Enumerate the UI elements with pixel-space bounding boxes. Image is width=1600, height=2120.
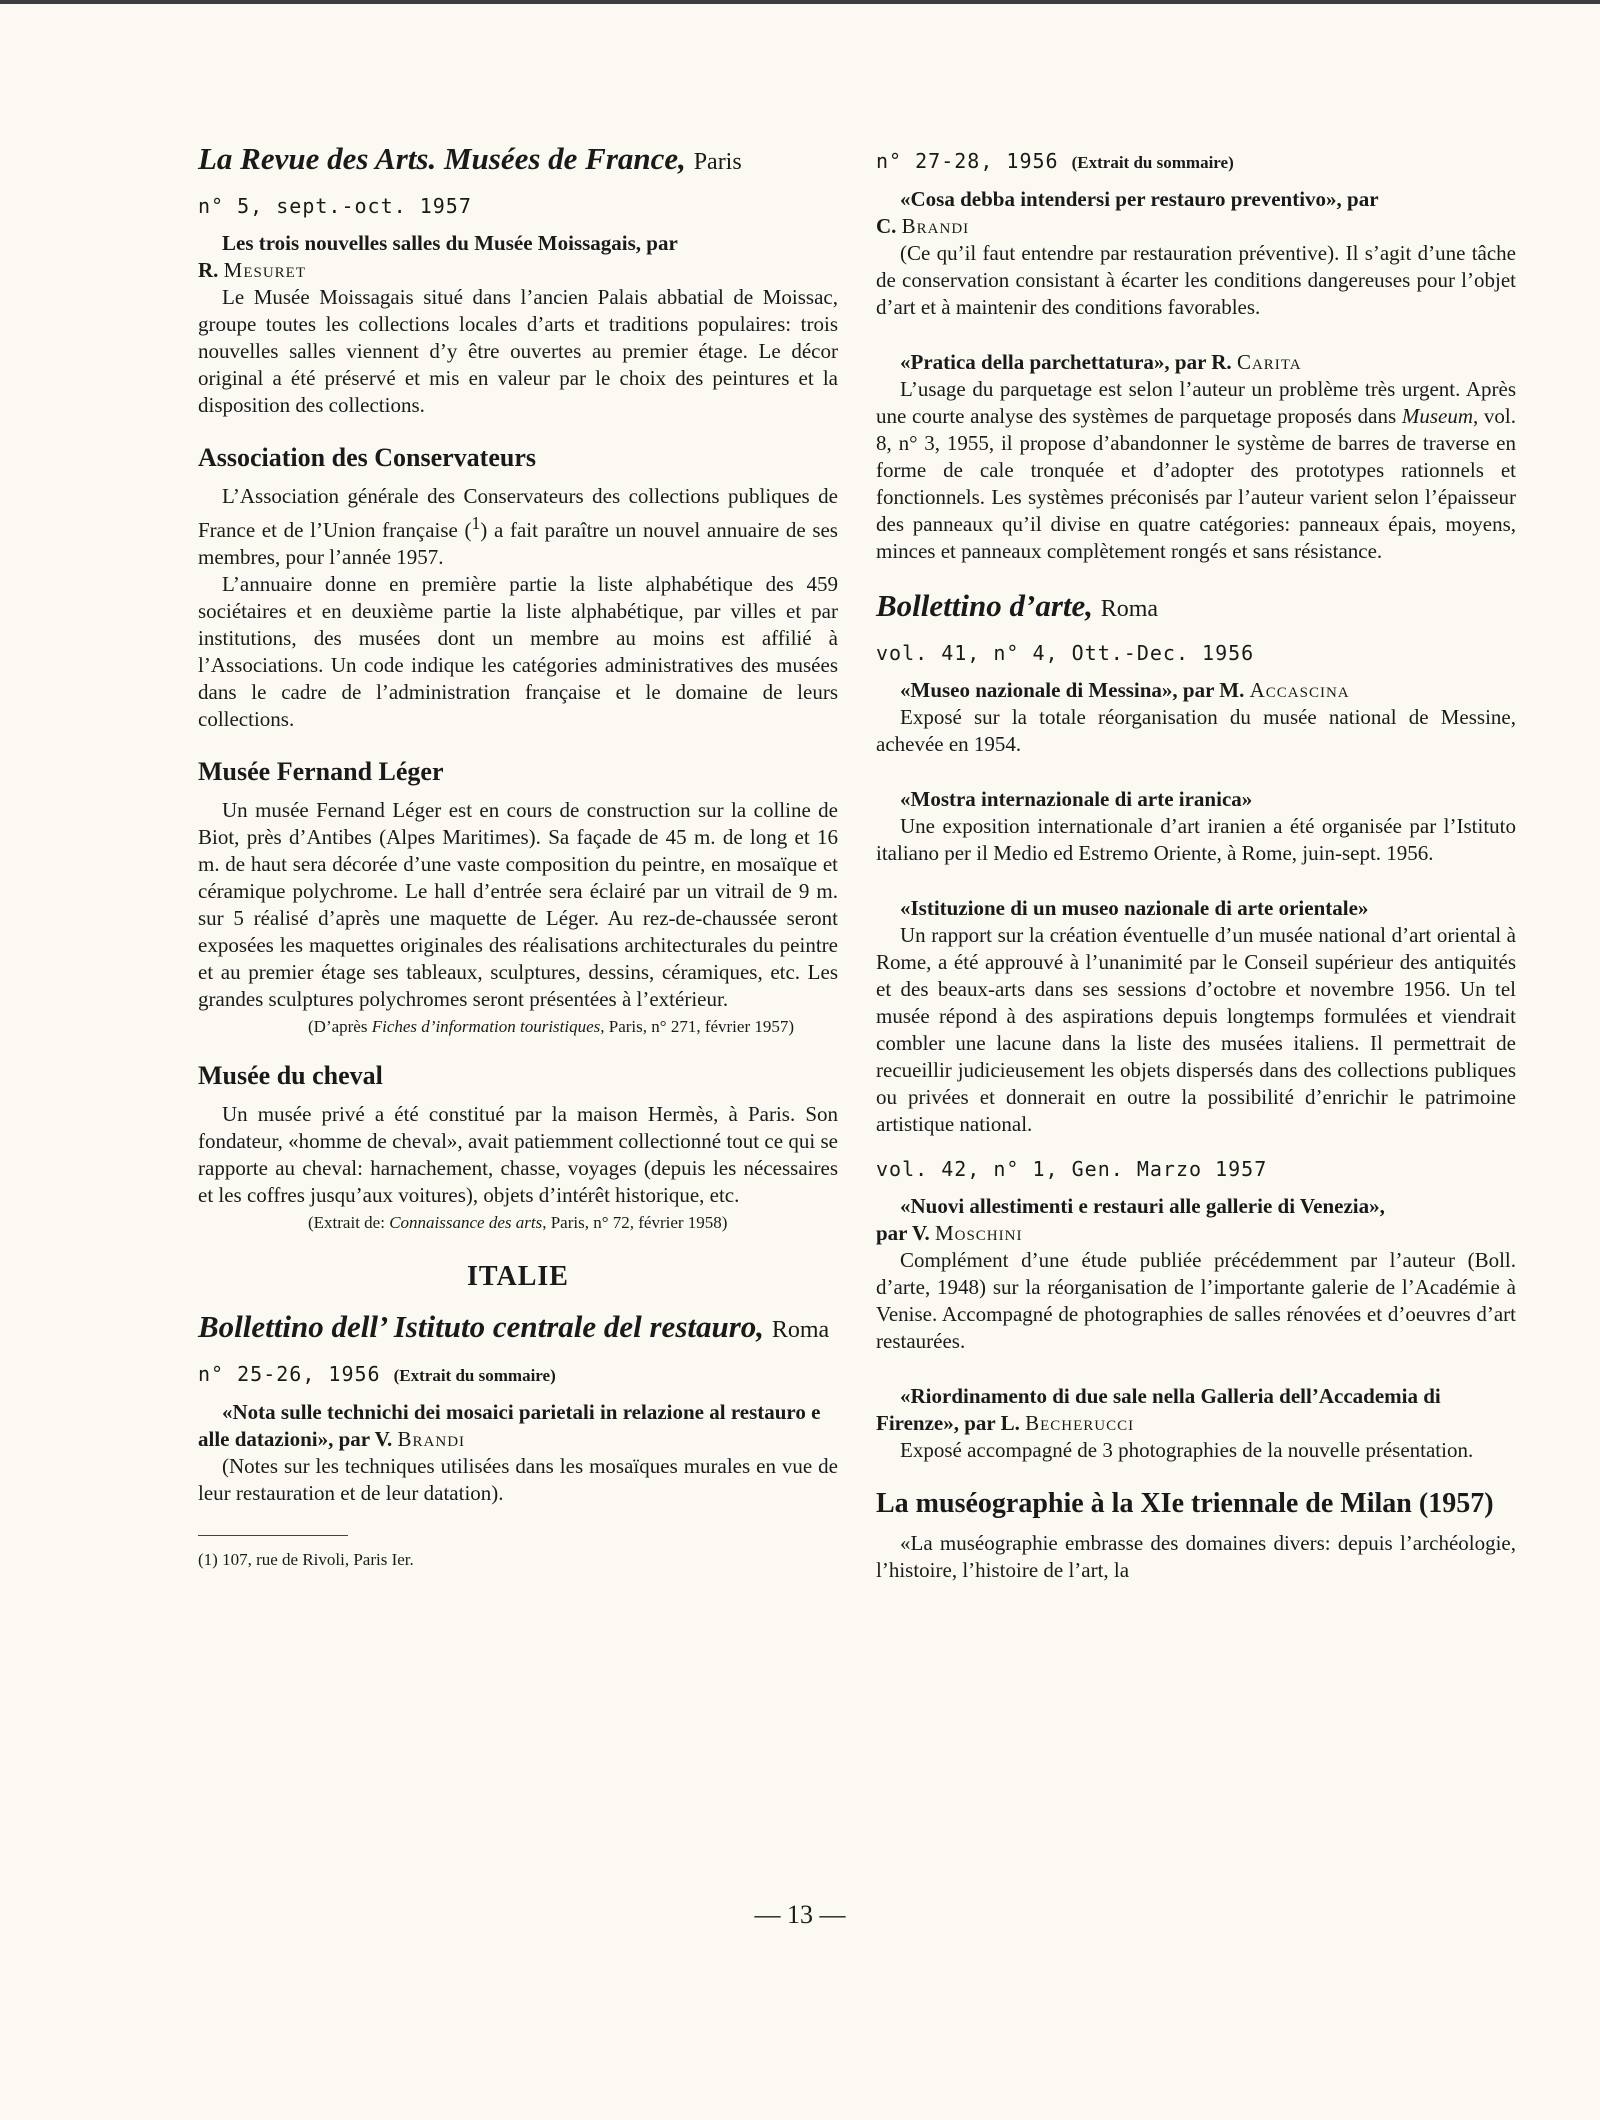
association-body-1: L’Association générale des Conservateurs des collections publiques de France et de l’Union française ($^1$) a fait paraître un nouvel annuaire de ses membres, pour l’année 1957. [198,484,838,569]
mosaici-article-title: «Nota sulle technichi dei mosaici parietali in relazione al restauro e alle datazioni», par V. Brandi [198,1400,821,1451]
preventivo-article-title: «Cosa debba intendersi per restauro preventivo», par C. Brandi [876,187,1379,238]
venezia-body: Complément d’une étude publiée précédemment par l’auteur (Boll. d’arte, 1948) sur la réorganisation de l’importante galerie de l’Académie à Venise. Accompagné de photographies de salles rénovées et d’oeuvres d’art restaurées. [876,1248,1516,1353]
orientale-body: Un rapport sur la création éventuelle d’un musée national d’art oriental à Rome, a été approuvé à l’unanimité par le Conseil supérieur des antiquités et des beaux-arts dans ses sessions d’octobre et novembre 1956. Un tel musée répond à des aspirations depuis longtemps formulées et viendrait combler une lacune dans la liste des musées italiens. Il permettrait de recueillir judicieusement les objets dispersés dans des collections publiques ou privées et donnerait en outre la possibilité d’enrichir le patrimoine artistique national. [876,923,1516,1136]
venezia-article-title: «Nuovi allestimenti e restauri alle gallerie di Venezia», par V. Moschini [876,1194,1385,1245]
revue-title: La Revue des Arts. Musées de France, Paris [198,141,742,176]
page-number: — 13 — [754,1900,846,1929]
istituto-title: Bollettino dell’ Istituto centrale del restauro, Roma [198,1309,830,1344]
association-heading: Association des Conservateurs [198,443,536,472]
footnote: (1) 107, rue de Rivoli, Paris Ier. [198,1550,414,1569]
istituto-issue-2: n° 27-28, 1956 (Extrait du sommaire) [876,149,1234,173]
footnote-rule [198,1535,348,1536]
moissagais-article-title: Les trois nouvelles salles du Musée Moissagais, par R. Mesuret [198,231,678,282]
revue-issue: n° 5, sept.-oct. 1957 [198,194,472,218]
cheval-heading: Musée du cheval [198,1061,383,1090]
firenze-article-title: «Riordinamento di due sale nella Galleria dell’Accademia di Firenze», par L. Becherucci [876,1384,1441,1435]
parchettatura-article-title: «Pratica della parchettatura», par R. Carita [900,350,1302,374]
iranica-body: Une exposition internationale d’art iranien a été organisée par l’Istituto italiano per il Medio ed Estremo Oriente, à Rome, juin-sept. 1956. [876,814,1516,865]
orientale-article-title: «Istituzione di un museo nazionale di arte orientale» [900,896,1369,920]
bollettino-issue-1: vol. 41, n° 4, Ott.-Dec. 1956 [876,641,1255,665]
cheval-source: (Extrait de: Connaissance des arts, Paris, n° 72, février 1958) [308,1213,728,1232]
footnote-ref: 1 [471,513,481,533]
leger-heading: Musée Fernand Léger [198,757,444,786]
parchettatura-body: L’usage du parquetage est selon l’auteur un problème très urgent. Après une courte analyse des systèmes de parquetage proposés dans Museum, vol. 8, n° 3, 1955, il propose d’abandonner le système de barres de traverse en forme de cale tronquée et d’adopter des prototypes rationnels et fonctionnels. Les systèmes préconisés par l’auteur varient selon l’épaisseur des panneaux qu’il divise en quatre catégories: panneaux épais, moyens, minces et panneaux complètement rongés et sans résistance. [876,377,1517,563]
bollettino-title: Bollettino d’arte, Roma [876,588,1159,623]
triennale-body: «La muséographie embrasse des domaines divers: depuis l’archéologie, l’histoire, l’histoire de l’art, la [876,1531,1516,1582]
leger-source: (D’après Fiches d’information touristiques, Paris, n° 271, février 1957) [308,1017,795,1036]
messina-article-title: «Museo nazionale di Messina», par M. Accascina [900,678,1350,702]
firenze-body: Exposé accompagné de 3 photographies de la nouvelle présentation. [900,1438,1474,1462]
moissagais-body: Le Musée Moissagais situé dans l’ancien Palais abbatial de Moissac, groupe toutes les collections locales d’arts et traditions populaires: trois nouvelles salles viennent d’y être ouvertes au premier étage. Le décor original a été préservé et mis en valeur par le choix des peintures et la disposition des collections. [198,285,838,417]
messina-body: Exposé sur la totale réorganisation du musée national de Messine, achevée en 1954. [876,705,1516,756]
right-column [876,140,1516,1584]
preventivo-body: (Ce qu’il faut entendre par restauration préventive). Il s’agit d’une tâche de conservation consistant à écarter les conditions dangereuses pour l’objet d’art et à maintenir des conditions favorables. [876,241,1516,319]
left-column [198,140,838,1573]
triennale-heading: La muséographie à la XIe triennale de Milan (1957) [876,1488,1494,1519]
cheval-body: Un musée privé a été constitué par la maison Hermès, à Paris. Son fondateur, «homme de cheval», avait patiemment collectionné tout ce qui se rapporte au cheval: harnachement, chasse, voyages (depuis les nécessaires et les coffres jusqu’aux voitures), objets d’intérêt historique, etc. [198,1102,838,1207]
association-body-2: L’annuaire donne en première partie la liste alphabétique des 459 sociétaires et en deuxième partie la liste alphabétique, par villes et par institutions, des musées dont un membre au moins est affilié à l’Associations. Un code indique les catégories administratives des musées dans le cadre de l’administration française et le domaine de leurs collections. [198,572,838,731]
leger-body: Un musée Fernand Léger est en cours de construction sur la colline de Biot, près d’Antibes (Alpes Maritimes). Sa façade de 45 m. de long et 16 m. de haut sera décorée d’une vaste composition du peintre, en mosaïque et céramique polychrome. Le hall d’entrée sera éclairé par un vitrail de 9 m. sur 5 réalisé d’après une maquette de Léger. Au rez-de-chaussée seront exposées les maquettes originales des réalisations architecturales du peintre et au premier étage ses tableaux, sculptures, dessins, céramiques, etc. Les grandes sculptures polychromes seront présentées à l’extérieur. [198,798,838,1011]
top-rule [0,0,1600,4]
mosaici-body: (Notes sur les techniques utilisées dans les mosaïques murales en vue de leur restauration et de leur datation). [198,1454,838,1505]
country-heading: ITALIE [467,1261,569,1292]
iranica-article-title: «Mostra internazionale di arte iranica» [900,787,1253,811]
istituto-issue: n° 25-26, 1956 (Extrait du sommaire) [198,1362,556,1386]
bollettino-issue-2: vol. 42, n° 1, Gen. Marzo 1957 [876,1157,1268,1181]
